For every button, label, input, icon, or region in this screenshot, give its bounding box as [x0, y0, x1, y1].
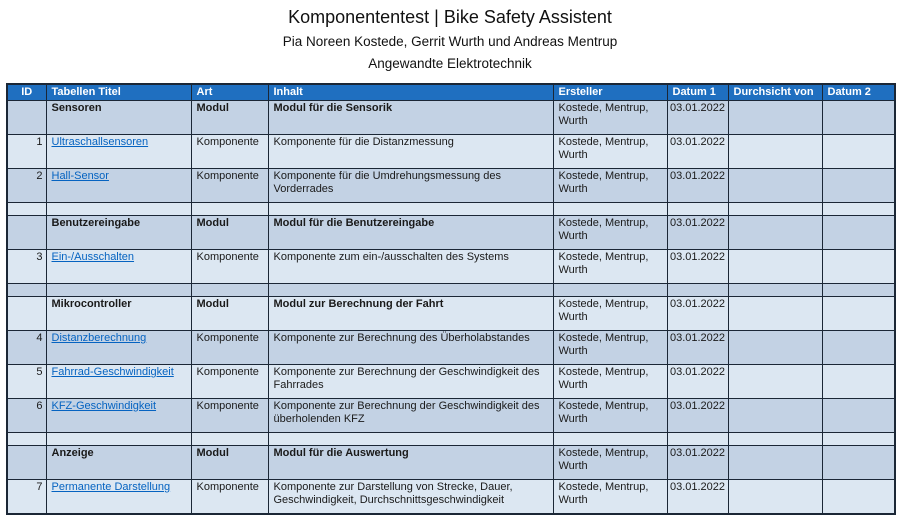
cell-ersteller: Kostede, Mentrup, Wurth — [553, 399, 667, 433]
table-row — [7, 399, 895, 433]
cell-titel: Sensoren — [46, 101, 191, 135]
cell-inhalt: Komponente zur Darstellung von Strecke, Dauer, Geschwindigkeit, Durchschnittsgeschwindigkeit — [268, 480, 553, 514]
cell-inhalt — [268, 433, 553, 446]
cell-ersteller: Kostede, Mentrup, Wurth — [553, 480, 667, 514]
table-titel-link[interactable]: KFZ-Geschwindigkeit — [51, 400, 157, 412]
cell-durchsicht — [728, 331, 822, 365]
cell-datum1: 03.01.2022 — [667, 250, 728, 284]
table-row — [7, 101, 895, 135]
cell-titel: Anzeige — [46, 446, 191, 480]
cell-ersteller: Kostede, Mentrup, Wurth — [553, 297, 667, 331]
cell-art: Modul — [191, 101, 268, 135]
cell-datum1: 03.01.2022 — [667, 331, 728, 365]
cell-art: Komponente — [191, 365, 268, 399]
cell-art — [191, 433, 268, 446]
cell-datum2 — [822, 250, 895, 284]
table-row — [7, 365, 895, 399]
table-row — [7, 297, 895, 331]
cell-inhalt: Modul für die Auswertung — [268, 446, 553, 480]
cell-id — [7, 216, 46, 250]
table-titel-link[interactable]: Hall-Sensor — [51, 170, 109, 182]
column-header-ersteller: Ersteller — [553, 84, 667, 101]
cell-ersteller — [553, 284, 667, 297]
table-titel-link[interactable]: Fahrrad-Geschwindigkeit — [51, 366, 174, 378]
cell-durchsicht — [728, 433, 822, 446]
cell-inhalt: Modul für die Sensorik — [268, 101, 553, 135]
cell-durchsicht — [728, 216, 822, 250]
cell-inhalt — [268, 203, 553, 216]
cell-id — [7, 297, 46, 331]
cell-id: 1 — [7, 135, 46, 169]
cell-id — [7, 446, 46, 480]
cell-datum1 — [667, 433, 728, 446]
cell-durchsicht — [728, 284, 822, 297]
cell-inhalt: Komponente zur Berechnung des Überholabstandes — [268, 331, 553, 365]
cell-inhalt: Komponente für die Distanzmessung — [268, 135, 553, 169]
cell-datum2 — [822, 480, 895, 514]
cell-datum2 — [822, 399, 895, 433]
spacer-row — [7, 433, 895, 446]
cell-inhalt: Komponente zur Berechnung der Geschwindigkeit des überholenden KFZ — [268, 399, 553, 433]
cell-datum2 — [822, 169, 895, 203]
cell-art: Modul — [191, 446, 268, 480]
cell-id — [7, 284, 46, 297]
cell-art: Komponente — [191, 331, 268, 365]
cell-datum2 — [822, 203, 895, 216]
course-line: Angewandte Elektrotechnik — [368, 56, 532, 71]
cell-titel — [46, 480, 191, 514]
cell-datum2 — [822, 101, 895, 135]
cell-durchsicht — [728, 250, 822, 284]
cell-datum2 — [822, 216, 895, 250]
cell-titel: Mikrocontroller — [46, 297, 191, 331]
cell-art: Komponente — [191, 135, 268, 169]
cell-inhalt: Komponente für die Umdrehungsmessung des Vorderrades — [268, 169, 553, 203]
cell-id: 5 — [7, 365, 46, 399]
cell-datum1: 03.01.2022 — [667, 365, 728, 399]
column-header-inhalt: Inhalt — [268, 84, 553, 101]
cell-inhalt: Modul zur Berechnung der Fahrt — [268, 297, 553, 331]
cell-durchsicht — [728, 169, 822, 203]
cell-titel — [46, 135, 191, 169]
cell-ersteller: Kostede, Mentrup, Wurth — [553, 446, 667, 480]
cell-art: Modul — [191, 297, 268, 331]
document-header — [0, 0, 900, 75]
cell-datum1: 03.01.2022 — [667, 446, 728, 480]
cell-titel — [46, 433, 191, 446]
cell-titel — [46, 250, 191, 284]
cell-art: Komponente — [191, 399, 268, 433]
cell-ersteller: Kostede, Mentrup, Wurth — [553, 169, 667, 203]
cell-inhalt: Komponente zur Berechnung der Geschwindigkeit des Fahrrades — [268, 365, 553, 399]
cell-datum1 — [667, 203, 728, 216]
cell-id — [7, 433, 46, 446]
cell-titel — [46, 203, 191, 216]
page-title: Komponententest | Bike Safety Assistent — [288, 7, 612, 27]
cell-art: Komponente — [191, 250, 268, 284]
cell-titel — [46, 331, 191, 365]
cell-datum2 — [822, 433, 895, 446]
column-header-art: Art — [191, 84, 268, 101]
column-header-datum-1: Datum 1 — [667, 84, 728, 101]
cell-id: 2 — [7, 169, 46, 203]
cell-durchsicht — [728, 297, 822, 331]
table-row — [7, 331, 895, 365]
table-titel-link[interactable]: Ein-/Ausschalten — [51, 251, 135, 263]
cell-ersteller: Kostede, Mentrup, Wurth — [553, 135, 667, 169]
cell-ersteller: Kostede, Mentrup, Wurth — [553, 331, 667, 365]
cell-durchsicht — [728, 101, 822, 135]
cell-inhalt: Komponente zum ein-/ausschalten des Systems — [268, 250, 553, 284]
cell-datum1: 03.01.2022 — [667, 297, 728, 331]
table-row — [7, 169, 895, 203]
cell-durchsicht — [728, 480, 822, 514]
cell-datum2 — [822, 284, 895, 297]
table-titel-link[interactable]: Permanente Darstellung — [51, 481, 171, 493]
cell-art: Modul — [191, 216, 268, 250]
cell-datum1: 03.01.2022 — [667, 399, 728, 433]
cell-durchsicht — [728, 203, 822, 216]
cell-art — [191, 203, 268, 216]
component-test-table — [6, 83, 896, 515]
cell-datum1: 03.01.2022 — [667, 480, 728, 514]
table-titel-link[interactable]: Distanzberechnung — [51, 332, 147, 344]
cell-datum2 — [822, 331, 895, 365]
cell-id: 6 — [7, 399, 46, 433]
cell-titel — [46, 365, 191, 399]
table-row — [7, 135, 895, 169]
spacer-row — [7, 203, 895, 216]
authors-line: Pia Noreen Kostede, Gerrit Wurth und Andreas Mentrup — [282, 34, 618, 49]
column-header-datum-2: Datum 2 — [822, 84, 895, 101]
cell-ersteller — [553, 203, 667, 216]
cell-datum1: 03.01.2022 — [667, 169, 728, 203]
cell-id: 3 — [7, 250, 46, 284]
cell-id: 7 — [7, 480, 46, 514]
cell-inhalt: Modul für die Benutzereingabe — [268, 216, 553, 250]
cell-datum2 — [822, 297, 895, 331]
cell-titel — [46, 399, 191, 433]
cell-art — [191, 284, 268, 297]
cell-durchsicht — [728, 446, 822, 480]
column-header-tabellen-titel: Tabellen Titel — [46, 84, 191, 101]
cell-ersteller: Kostede, Mentrup, Wurth — [553, 250, 667, 284]
cell-ersteller: Kostede, Mentrup, Wurth — [553, 216, 667, 250]
cell-datum2 — [822, 135, 895, 169]
column-header-durchsicht-von: Durchsicht von — [728, 84, 822, 101]
cell-datum1: 03.01.2022 — [667, 216, 728, 250]
cell-titel — [46, 284, 191, 297]
cell-id: 4 — [7, 331, 46, 365]
cell-datum1: 03.01.2022 — [667, 101, 728, 135]
cell-titel: Benutzereingabe — [46, 216, 191, 250]
table-row — [7, 216, 895, 250]
cell-datum1: 03.01.2022 — [667, 135, 728, 169]
cell-ersteller: Kostede, Mentrup, Wurth — [553, 101, 667, 135]
cell-titel — [46, 169, 191, 203]
cell-art: Komponente — [191, 169, 268, 203]
table-titel-link[interactable]: Ultraschallsensoren — [51, 136, 149, 148]
table-row — [7, 250, 895, 284]
cell-datum2 — [822, 446, 895, 480]
cell-durchsicht — [728, 365, 822, 399]
cell-id — [7, 101, 46, 135]
cell-ersteller — [553, 433, 667, 446]
column-header-id: ID — [7, 84, 46, 101]
table-body — [7, 101, 895, 514]
cell-id — [7, 203, 46, 216]
table-row — [7, 480, 895, 514]
cell-datum1 — [667, 284, 728, 297]
spacer-row — [7, 284, 895, 297]
cell-ersteller: Kostede, Mentrup, Wurth — [553, 365, 667, 399]
table-row — [7, 446, 895, 480]
cell-inhalt — [268, 284, 553, 297]
cell-art: Komponente — [191, 480, 268, 514]
cell-datum2 — [822, 365, 895, 399]
cell-durchsicht — [728, 399, 822, 433]
cell-durchsicht — [728, 135, 822, 169]
table-header-row — [7, 84, 895, 101]
